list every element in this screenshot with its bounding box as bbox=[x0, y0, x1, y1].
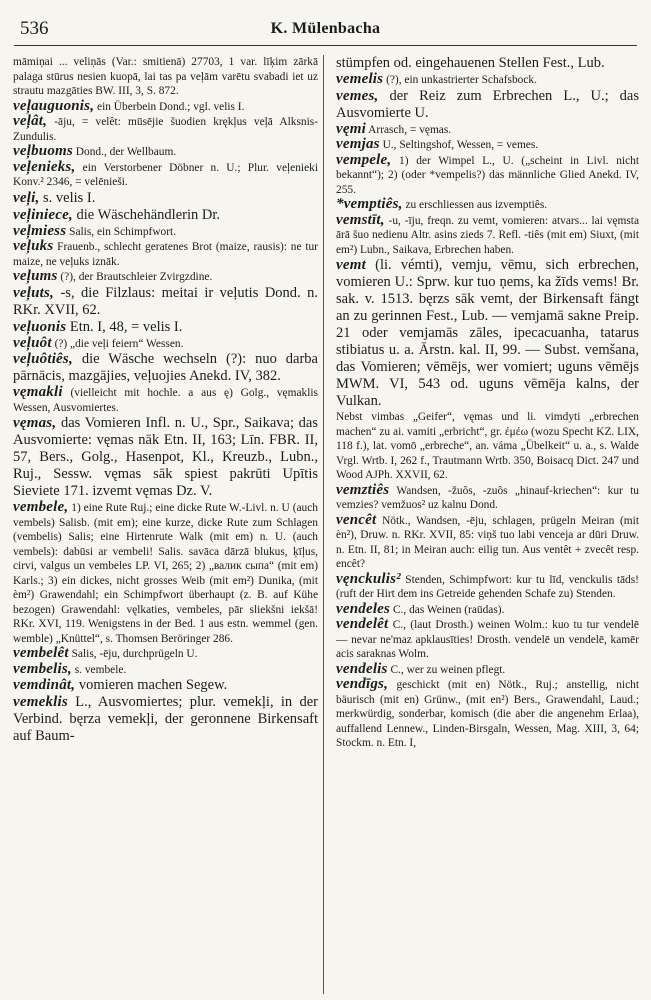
entry-headword: vemes, bbox=[336, 87, 379, 104]
dictionary-entry bbox=[13, 144, 318, 160]
entry-text: stümpfen od. eingehauenen Stellen Fest., Lub. bbox=[336, 55, 605, 71]
entry-text: L., Ausvomiertes; plur. vemekļi, in der Verbind. bęrza vemekļi, der geronnene Birkensaft auf Baum- bbox=[13, 694, 318, 744]
entry-headword: vendelêt bbox=[336, 616, 389, 632]
entry-headword: veļât, bbox=[13, 113, 48, 129]
dictionary-entry bbox=[13, 319, 318, 336]
entry-headword: vembelêt bbox=[13, 645, 69, 661]
dictionary-entry bbox=[13, 385, 318, 415]
entry-headword: veļuts, bbox=[13, 284, 54, 301]
right-column bbox=[336, 55, 639, 996]
entry-headword: vempele, bbox=[336, 151, 392, 168]
entry-text: das Vomieren Infl. n. U., Spr., Saikava; das Ausvomierte: vęmas nāk Etn. II, 163; Līn. FBR. II, 57, Bers., Golg., Hasenpot, Kl., Kreuzb., Lubn., Ruj., Sessw. vęmas sāk spiest pakrūti Upītis Sieviete 171. izvemt vęmas Dz. V. bbox=[13, 415, 318, 499]
entry-headword: vembelis, bbox=[13, 660, 72, 677]
entry-text: Stenden, Schimpfwort: kur tu līd, venckulis tāds! (ruft der Hirt dem ins Getreide gehenden Schafe zu) Stenden. bbox=[336, 573, 639, 600]
entry-headword: vęmas, bbox=[13, 415, 57, 431]
entry-text: (?) „die veļi feiern“ Wessen. bbox=[54, 337, 184, 350]
dictionary-entry bbox=[336, 483, 639, 513]
dictionary-entry bbox=[13, 336, 318, 352]
entry-headword: veļums bbox=[13, 268, 58, 284]
entry-text: die Wäschehändlerin Dr. bbox=[76, 206, 220, 223]
entry-headword: vendīgs, bbox=[336, 676, 389, 692]
entry-headword: vendeles bbox=[336, 600, 391, 617]
dictionary-entry bbox=[13, 55, 318, 99]
dictionary-entry bbox=[336, 572, 639, 602]
entry-headword: vęmakli bbox=[13, 384, 63, 400]
entry-text: Nötk., Wandsen, -ēju, schlagen, prügeln Meiran (mit èn²), Druw. n. RKr. XVII, 85: viņš tuo labi venceja ar dūri Druw. n. Etn. II, 81; in Meiran auch: eilig tun. Aus ventêt + zvecêt resp. encêt? bbox=[336, 514, 639, 570]
dictionary-entry bbox=[13, 646, 318, 662]
entry-text: ein Überbein Dond.; vgl. velis I. bbox=[97, 100, 245, 113]
entry-text: 1) eine Rute Ruj.; eine dicke Rute W.-Livl. n. U (auch vembels) Salisb. (mit em); eine kurze, dicke Rute zum Schlagen (vembelis) Salis; eine Hirtenrute Walk (mit em) n. U. (auch vembels): dabūsi ar vembeli! Salis. savāca dārzā blukus, ķīļus, cirvi, valgus un vembeles LP. VI, 265; 2) „валик сыпа“ (mit em) Karls.; 3) ein dickes, nicht grosses Weib (mit em²) Dunika, (mit èm²) Grawendahl; ein Schimpfwort überhaupt (z. B. auf Kühe bezogen) Grawendahl: vęlkaties, vembeles, pār sliekšni iekšā! RKr. XVI, 119. Wenigstens in der Bed. 1 aus estn. wemmel (gen. wemble) „Knüttel“, s. Thomsen Beröringer 286. bbox=[13, 502, 318, 645]
entry-headword: *vemptiês, bbox=[336, 196, 403, 212]
entry-headword: vendelis bbox=[336, 660, 388, 677]
entry-text: Wandsen, -žuôs, -zuôs „hinauf-kriechen“: kur tu vemzies? vemžuos² uz kalnu Dond. bbox=[336, 484, 639, 511]
entry-headword: veļmiess bbox=[13, 222, 67, 239]
entry-text: 1) der Wimpel L., U. („scheint in Livl. nicht bekannt“); 2) (oder *vempelis?) das männliche Glied Anekd. IV, 255. bbox=[336, 154, 639, 196]
entry-headword: veļenieks, bbox=[13, 158, 76, 175]
dictionary-entry bbox=[13, 99, 318, 115]
dictionary-entry bbox=[13, 269, 318, 285]
dictionary-entry bbox=[336, 122, 639, 138]
entry-text: C., (laut Drosth.) weinen Wolm.: kuo tu tur vendelē — nevar ne'maz apklausīties! Drosth. vendelē un vendelē, kamēr acis saraknas Wolm. bbox=[336, 619, 639, 660]
entry-headword: veļauguonis, bbox=[13, 97, 95, 114]
entry-headword: veļuks bbox=[13, 238, 54, 254]
entry-text: (li. vémti), vemju, vēmu, sich erbrechen, vomieren U.: Sprw. kur tuo ņems, ka žīds vems! Br. sak. v. 1513. bęrzs sāk vemt, der Birkensaft fängt an zu gerinnen Fest., Lub. — vemjamā sakne Preip. 21 oder vemjamās zāles, ipecacuanha, tatarus stibiatus u. a. Ārstn. kal. II, 99. — Subst. vemšana, das Vomieren; vēmējs, wer vomiert; uguns vēmējs MWM. VI, 543 od. uguns vēmēja kalns, der Vulkan. bbox=[336, 257, 639, 409]
dictionary-entry bbox=[13, 677, 318, 694]
entry-text: C., das Weinen (raūdas). bbox=[392, 603, 505, 616]
column-divider bbox=[323, 55, 324, 994]
entry-text: s. vembele. bbox=[74, 663, 127, 676]
dictionary-entry bbox=[13, 285, 318, 319]
dictionary-entry bbox=[336, 513, 639, 572]
entry-text: Arrasch, = vęmas. bbox=[368, 123, 452, 136]
left-column bbox=[13, 55, 318, 996]
dictionary-entry bbox=[336, 662, 639, 678]
dictionary-entry bbox=[13, 415, 318, 500]
dictionary-entry bbox=[13, 500, 318, 646]
entry-text: Frauenb., schlecht geratenes Brot (maize, rausis): ne tur maize, ne veļuks iznāk. bbox=[13, 241, 318, 268]
dictionary-entry bbox=[336, 602, 639, 618]
entry-headword: veļuonis bbox=[13, 318, 67, 335]
entry-text: s. velis I. bbox=[43, 189, 96, 206]
page-header bbox=[14, 15, 637, 46]
entry-text: (vielleicht mit hochle. a aus ę) Golg., vęmaklis Wessen, Ausvomiertes. bbox=[13, 387, 318, 414]
entry-headword: vemt bbox=[336, 257, 366, 273]
dictionary-entry bbox=[13, 160, 318, 190]
entry-text: Salis, ein Schimpfwort. bbox=[69, 225, 177, 238]
entry-headword: vemelis bbox=[336, 71, 384, 87]
dictionary-entry bbox=[13, 224, 318, 240]
entry-headword: veļuôt bbox=[13, 334, 52, 351]
entry-headword: vemstīt, bbox=[336, 211, 385, 228]
entry-text: zu erschliessen aus izvemptiês. bbox=[405, 199, 548, 211]
entry-headword: vemdinât, bbox=[13, 677, 76, 693]
entry-text: die Wäsche wechseln (?): nuo darba pārnācis, mazgājies, veļuojies Anekd. IV, 382. bbox=[13, 351, 318, 384]
dictionary-entry bbox=[336, 55, 639, 72]
entry-headword: veļiniece, bbox=[13, 206, 73, 223]
entry-headword: veļbuoms bbox=[13, 143, 73, 159]
dictionary-entry bbox=[336, 677, 639, 751]
entry-text: -u, -īju, freqn. zu vemt, vomieren: atvars... lai vęmsta ārā šuo nedienu Altr. asins zieds 7. Refl. -tiês (mit em) Siuxt, (mit em²) Lubn., Saikava, Erbrechen haben. bbox=[336, 214, 639, 256]
entry-text: geschickt (mit en) Nötk., Ruj.; anstellig, nicht bäurisch (mit en) Grünw., (mit en²) Bers., Grawendahl, Laud.; merkwürdig, sonderbar, komisch (die aber die angenehm Erlaa), auffallend Lennew., Linden-Birsgaln, Wessen, Mag. XIII, 3, 64; Stockm. n. Etn. I, bbox=[336, 679, 639, 749]
entry-text: ein Verstorbener Döbner n. U.; Plur. veļenieki Konv.² 2346, = velēnieši. bbox=[13, 161, 318, 188]
dictionary-entry bbox=[13, 662, 318, 678]
entry-text: Etn. I, 48, = velis I. bbox=[69, 318, 183, 335]
entry-text: Salis, -ēju, durchprügeln U. bbox=[71, 648, 198, 660]
dictionary-entry bbox=[13, 207, 318, 224]
dictionary-entry bbox=[13, 694, 318, 745]
dictionary-entry bbox=[13, 190, 318, 207]
page-number: 536 bbox=[20, 18, 49, 39]
entry-headword: vęmi bbox=[336, 120, 366, 137]
entry-text: C., wer zu weinen pflegt. bbox=[390, 663, 506, 676]
entry-headword: vemjas bbox=[336, 136, 380, 152]
entry-text: der Reiz zum Erbrechen L., U.; das Ausvomierte U. bbox=[336, 87, 639, 121]
entry-headword: vencêt bbox=[336, 511, 377, 528]
dictionary-entry bbox=[13, 239, 318, 269]
entry-text: -s, die Filzlaus: meitai ir veļutis Dond. n. RKr. XVII, 62. bbox=[13, 284, 318, 318]
running-head: K. Mülenbacha bbox=[270, 20, 381, 37]
entry-text: U., Seltingshof, Wessen, = vemes. bbox=[382, 139, 539, 151]
dictionary-entry bbox=[13, 114, 318, 144]
dictionary-entry bbox=[336, 213, 639, 258]
entry-headword: vemztiês bbox=[336, 481, 390, 498]
dictionary-entry bbox=[336, 617, 639, 662]
dictionary-entry bbox=[336, 410, 639, 483]
dictionary-entry bbox=[336, 72, 639, 88]
dictionary-entry bbox=[336, 153, 639, 198]
dictionary-entry bbox=[336, 197, 639, 213]
dictionary-entry bbox=[336, 137, 639, 153]
entry-headword: veļuôtiês, bbox=[13, 351, 73, 367]
entry-headword: vembele, bbox=[13, 499, 69, 515]
entry-text: Dond., der Wellbaum. bbox=[75, 146, 177, 158]
entry-text: vomieren machen Segew. bbox=[78, 677, 228, 693]
entry-text: -āju, = velêt: mūsējie šuodien krękļus veļā Alksnis-Zundulis. bbox=[13, 116, 318, 143]
entry-headword: vemeklis bbox=[13, 694, 68, 710]
entry-headword: vęnckulis² bbox=[336, 570, 401, 587]
entry-headword: veļi, bbox=[13, 189, 40, 206]
dictionary-entry bbox=[336, 88, 639, 122]
dictionary-entry bbox=[336, 257, 639, 410]
entry-text: Nebst vimbas „Geifer“, vęmas und li. vimdyti „erbrechen machen“ zu ai. vamiti „erbricht“, gr. ἐμέω (wozu Specht KZ. LIX, 118 f.), lat. vomō „erbreche“, an. váma „Übelkeit“ u. a., s. Walde Vrgl. Wrtb. I, 262 f., Trautmann Wrtb. 350, Boisacq Dict. 247 und Wood AJPh. XXVII, 62. bbox=[336, 411, 639, 481]
entry-text: (?), ein unkastrierter Schafsbock. bbox=[386, 74, 537, 86]
entry-text: (?), der Brautschleier Zvirgzdine. bbox=[60, 271, 213, 283]
dictionary-entry bbox=[13, 351, 318, 385]
entry-text: māmiņai ... veliņās (Var.: smitienā) 27703, 1 var. līķim zārkā palaga stūrus nesien kuopā, lai tas pa veļām varētu svabadi iet uz strautu mazgāties BW. III, 3, S. 872. bbox=[13, 56, 318, 97]
